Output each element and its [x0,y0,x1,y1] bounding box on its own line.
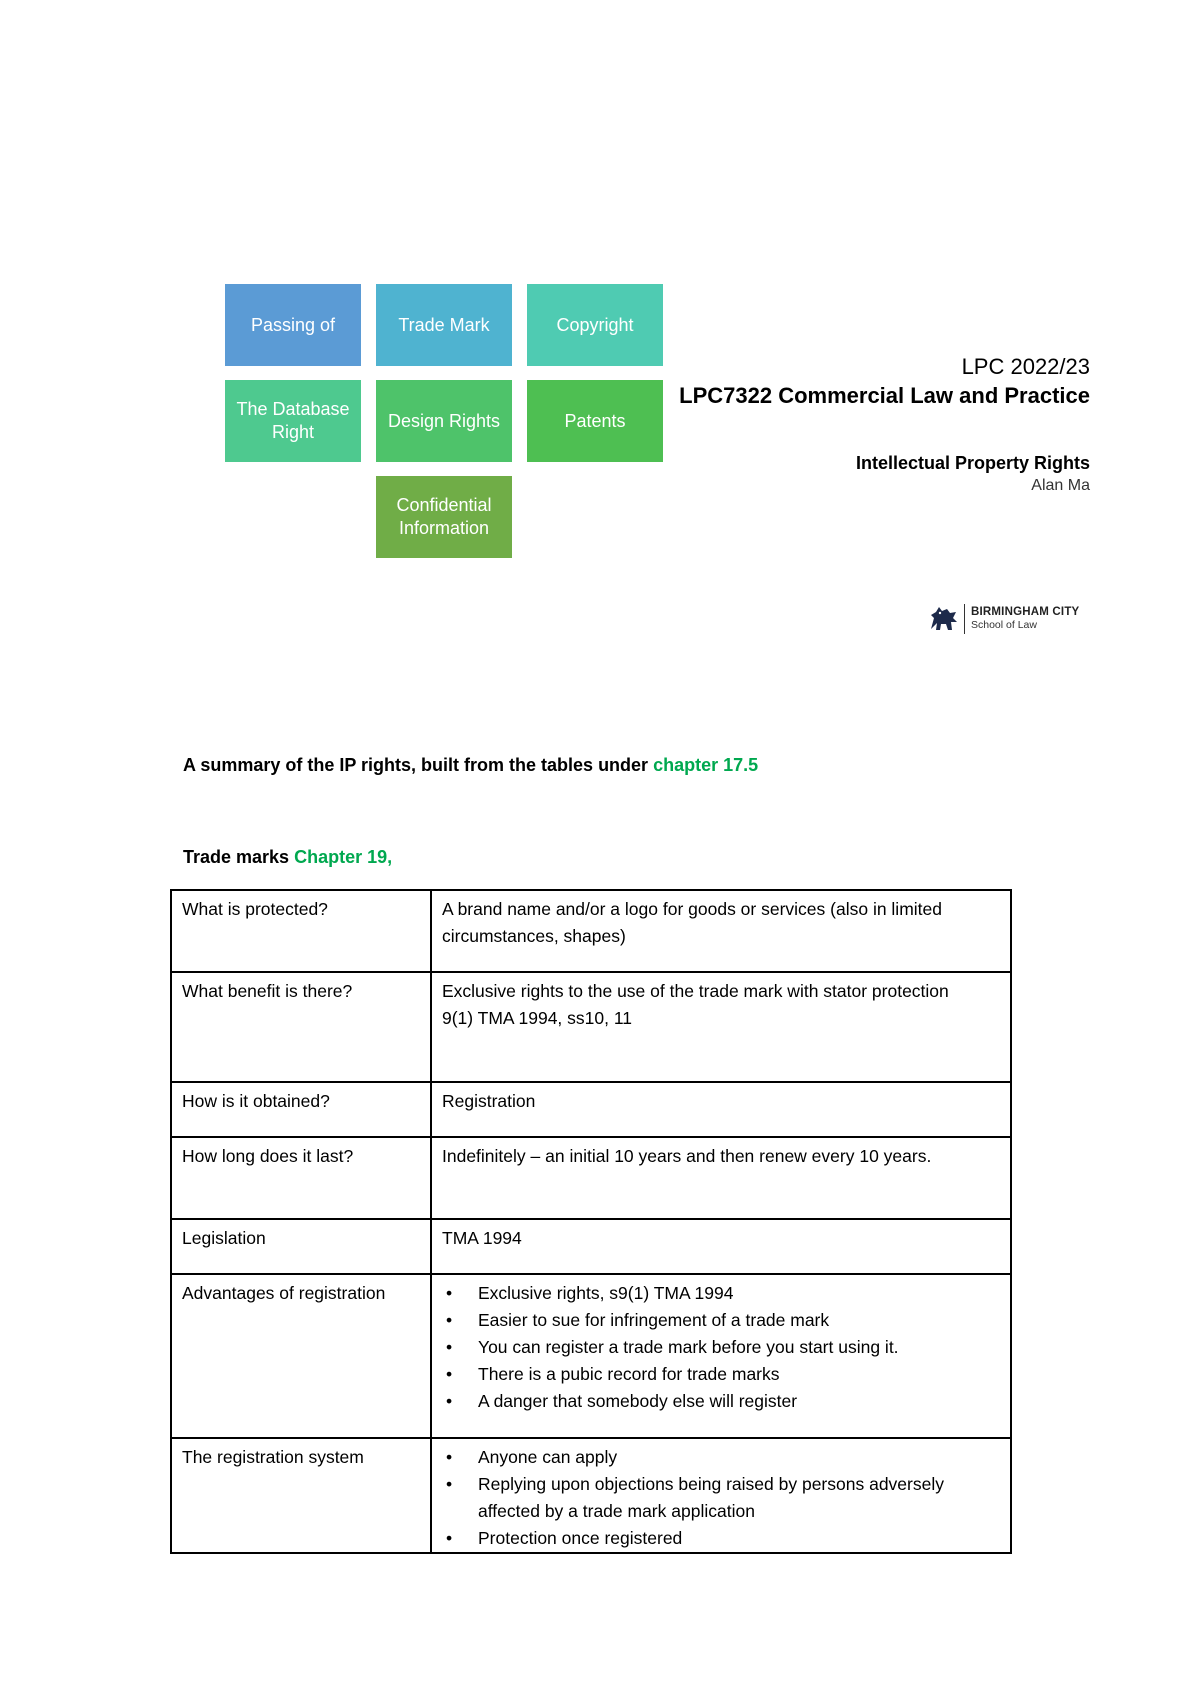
trade-marks-table [170,889,1012,1554]
logo-school-name: School of Law [971,619,1037,631]
bullet-list [442,1444,1000,1552]
tile-label: The Database Right [236,399,350,442]
university-logo [928,603,1079,635]
answer-cell: A brand name and/or a logo for goods or services (also in limited circumstances, shapes) [431,890,1011,972]
tile-patents [527,380,663,462]
answer-cell: Indefinitely – an initial 10 years and then renew every 10 years. [431,1137,1011,1219]
logo-university-name: BIRMINGHAM CITY [971,606,1080,618]
list-item: • A danger that somebody else will register [442,1388,1000,1415]
list-item: • Exclusive rights, s9(1) TMA 1994 [442,1280,1000,1307]
tile-label: Passing of [250,314,336,335]
trade-marks-heading-text: Trade marks [183,847,295,867]
tile-label: Trade Mark [398,314,490,335]
answer-cell [431,972,1011,1082]
griffin-crest-icon [928,603,960,635]
tile-trade-mark [376,284,512,366]
summary-chapter-reference: chapter 17.5 [653,755,759,775]
bullet-list [442,1280,1000,1415]
question-cell: Advantages of registration [171,1274,431,1438]
question-cell: The registration system [171,1438,431,1553]
table-row [171,1082,1011,1137]
course-name: LPC7322 Commercial Law and Practice [679,383,1090,408]
table-row [171,1137,1011,1219]
tile-label: Patents [564,410,626,431]
answer-cell [431,1438,1011,1553]
list-item: • Anyone can apply [442,1444,1000,1471]
question-cell: What is protected? [171,890,431,972]
list-item: • Easier to sue for infringement of a trade mark [442,1307,1000,1334]
author: Alan Ma [1031,477,1090,494]
course-year: LPC 2022/23 [961,354,1090,379]
list-item: • You can register a trade mark before you start using it. [442,1334,1000,1361]
summary-line [183,755,758,776]
list-item: • Protection once registered [442,1525,1000,1552]
tile-copyright [527,284,663,366]
list-item: • There is a pubic record for trade marks [442,1361,1000,1388]
question-cell: Legislation [171,1219,431,1274]
table-row [171,890,1011,972]
table-row [171,1274,1011,1438]
tile-label: Design Rights [387,410,501,431]
table-row [171,1219,1011,1274]
table-row [171,1438,1011,1553]
trade-marks-heading [183,847,392,868]
tile-confidential-information [376,476,512,558]
list-item: • Replying upon objections being raised by persons adversely affected by a trade mark application [442,1471,1000,1525]
question-cell: How long does it last? [171,1137,431,1219]
answer-line: Exclusive rights to the use of the trade mark with stator protection [442,981,949,1001]
tile-label: Confidential Information [396,495,492,538]
answer-cell: Registration [431,1082,1011,1137]
question-cell: How is it obtained? [171,1082,431,1137]
question-cell: What benefit is there? [171,972,431,1082]
table-row [171,972,1011,1082]
logo-divider [964,604,965,634]
tile-database-right [225,380,361,462]
title-block [679,353,1090,497]
answer-cell [431,1274,1011,1438]
summary-text: A summary of the IP rights, built from the tables under [183,755,654,775]
tile-passing-off [225,284,361,366]
tile-design-rights [376,380,512,462]
logo-text [971,606,1079,632]
topic-title: Intellectual Property Rights [855,453,1090,473]
tile-label: Copyright [556,314,634,335]
answer-cell: TMA 1994 [431,1219,1011,1274]
trade-marks-chapter-reference: Chapter 19, [294,847,393,867]
answer-line: 9(1) TMA 1994, ss10, 11 [442,1008,633,1028]
